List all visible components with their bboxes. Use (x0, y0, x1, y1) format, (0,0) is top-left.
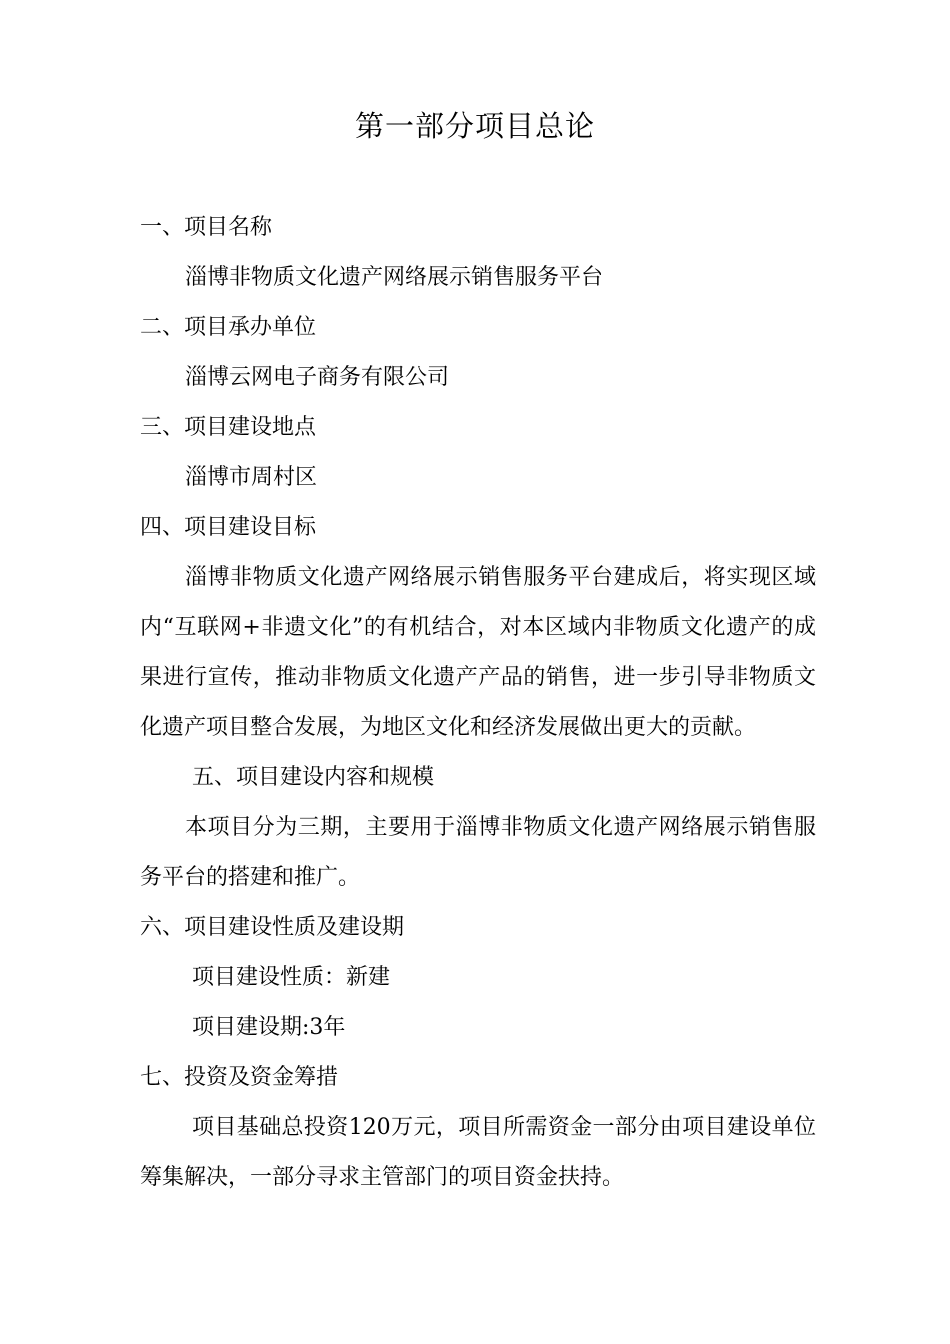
section-heading-project-name: 一、项目名称 (140, 215, 273, 240)
section-body-goals: 淄博非物质文化遗产网络展示销售服务平台建成后，将实现区域内“互联网+非遗文化”的有机结合，对本区域内非物质文化遗产的成果进行宣传，推动非物质文化遗产产品的销售，进一步引导非物质文化遗产项目整合发展，为地区文化和经济发展做出更大的贡献。 (140, 565, 816, 740)
section-heading-organizer: 二、项目承办单位 (140, 315, 317, 340)
section-heading-investment: 七、投资及资金筹措 (140, 1065, 339, 1090)
document-body (140, 203, 816, 1203)
section-body-nature: 项目建设性质：新建 (192, 965, 391, 990)
section-heading-goals: 四、项目建设目标 (140, 515, 317, 540)
section-heading-location: 三、项目建设地点 (140, 415, 317, 440)
section-body-project-name: 淄博非物质文化遗产网络展示销售服务平台 (185, 265, 604, 290)
section-body-scope: 本项目分为三期，主要用于淄博非物质文化遗产网络展示销售服务平台的搭建和推广。 (140, 815, 816, 890)
section-body-organizer: 淄博云网电子商务有限公司 (185, 365, 450, 390)
section-body-investment: 项目基础总投资120万元，项目所需资金一部分由项目建设单位筹集解决，一部分寻求主管部门的项目资金扶持。 (140, 1115, 816, 1190)
section-heading-nature-period: 六、项目建设性质及建设期 (140, 915, 405, 940)
section-body-location: 淄博市周村区 (185, 465, 318, 490)
section-heading-scope: 五、项目建设内容和规模 (192, 765, 435, 790)
section-body-period: 项目建设期:3年 (192, 1015, 346, 1040)
page-title: 第一部分项目总论 (354, 109, 595, 143)
